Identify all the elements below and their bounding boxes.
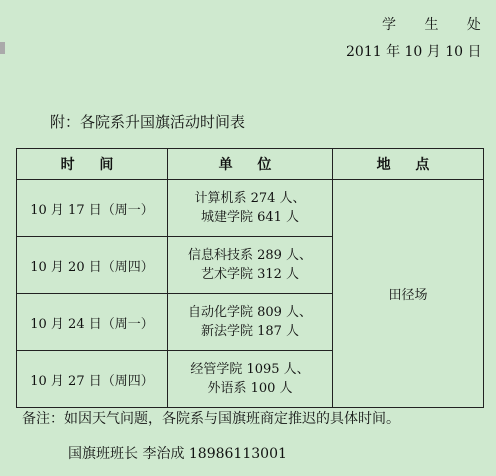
unit-line: 经管学院 1095 人、 xyxy=(190,362,310,377)
time-cell: 10 月 17 日（周一） xyxy=(17,180,168,237)
time-cell: 10 月 20 日（周四） xyxy=(17,237,168,294)
unit-line: 自动化学院 809 人、 xyxy=(187,305,313,320)
unit-line: 计算机系 274 人、 xyxy=(194,191,306,206)
unit-cell xyxy=(168,237,333,294)
unit-line: 城建学院 641 人 xyxy=(200,210,300,225)
unit-line: 新法学院 187 人 xyxy=(200,324,300,339)
margin-marker xyxy=(0,42,5,54)
unit-line: 艺术学院 312 人 xyxy=(200,267,300,282)
issue-date: 2011 年 10 月 10 日 xyxy=(346,44,482,60)
signer-line: 国旗班班长 李治成 18986113001 xyxy=(68,446,287,462)
table-header-row xyxy=(17,149,484,180)
time-cell: 10 月 27 日（周四） xyxy=(17,351,168,408)
unit-cell xyxy=(168,351,333,408)
unit-line: 信息科技系 289 人、 xyxy=(187,248,313,263)
schedule-table xyxy=(16,148,484,408)
remark-note: 备注：如因天气问题，各院系与国旗班商定推迟的具体时间。 xyxy=(22,411,400,427)
table-row xyxy=(17,180,484,237)
issuer-name: 学 生 处 xyxy=(382,17,493,33)
header-location: 地 点 xyxy=(333,149,484,180)
table-caption: 附：各院系升国旗活动时间表 xyxy=(50,113,246,131)
time-cell: 10 月 24 日（周一） xyxy=(17,294,168,351)
unit-line: 外语系 100 人 xyxy=(207,381,293,396)
location-cell: 田径场 xyxy=(333,180,484,408)
header-time: 时 间 xyxy=(17,149,168,180)
unit-cell xyxy=(168,180,333,237)
unit-cell xyxy=(168,294,333,351)
header-unit: 单 位 xyxy=(168,149,333,180)
